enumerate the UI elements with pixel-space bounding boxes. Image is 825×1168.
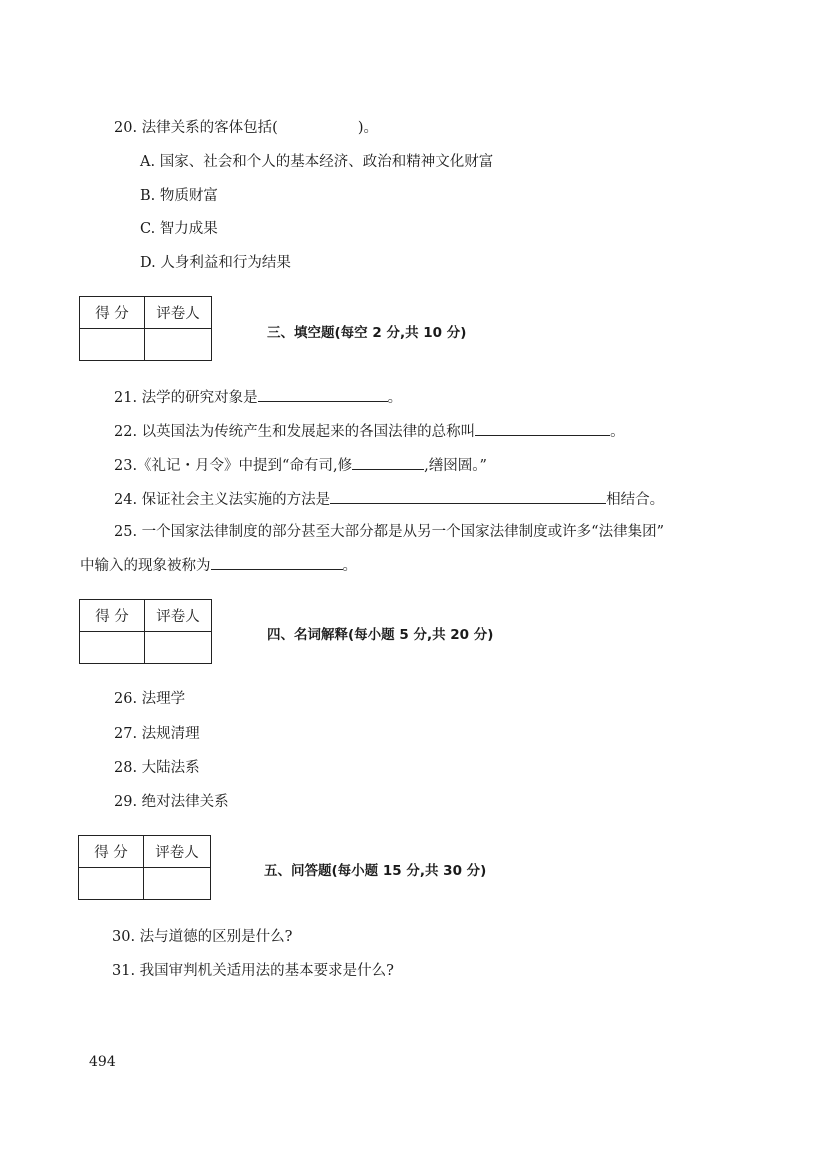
score-box-section4 — [79, 599, 212, 664]
grader-label: 评卷人 — [145, 297, 212, 329]
q21-suffix: 。 — [387, 390, 403, 406]
q20-stem — [114, 118, 378, 138]
page-number: 494 — [89, 1054, 116, 1070]
q25-suffix: 。 — [342, 558, 357, 574]
q25-line1: 25. 一个国家法律制度的部分甚至大部分都是从另一个国家法律制度或许多“法律集团” — [114, 524, 664, 540]
q26: 26. 法理学 — [114, 691, 186, 707]
q28: 28. 大陆法系 — [114, 760, 200, 776]
q29: 29. 绝对法律关系 — [114, 794, 229, 810]
grader-cell — [145, 632, 212, 664]
section4-title: 四、名词解释(每小题 5 分,共 20 分) — [267, 627, 494, 643]
q23-prefix: 23.《礼记・月令》中提到“命有司,修 — [114, 458, 353, 474]
q21 — [114, 387, 402, 408]
grader-cell — [145, 329, 212, 361]
q24-suffix: 相结合。 — [606, 492, 665, 508]
q25-line2 — [80, 555, 357, 576]
score-label: 得 分 — [79, 836, 144, 868]
q22-suffix: 。 — [610, 424, 625, 440]
grader-label: 评卷人 — [144, 836, 211, 868]
q24-prefix: 24. 保证社会主义法实施的方法是 — [114, 492, 331, 508]
q22-prefix: 22. 以英国法为传统产生和发展起来的各国法律的总称叫 — [114, 424, 476, 440]
q31: 31. 我国审判机关适用法的基本要求是什么? — [112, 963, 394, 979]
score-label: 得 分 — [80, 600, 145, 632]
q21-prefix: 21. 法学的研究对象是 — [114, 390, 258, 406]
q20-option-a: A. 国家、社会和个人的基本经济、政治和精神文化财富 — [140, 154, 494, 170]
q20-option-c: C. 智力成果 — [140, 221, 218, 237]
grader-cell — [144, 868, 211, 900]
q20-stem-prefix: 20. 法律关系的客体包括( — [114, 120, 278, 136]
section5-title: 五、问答题(每小题 15 分,共 30 分) — [264, 863, 487, 879]
q25-blank — [211, 555, 343, 570]
q22 — [114, 421, 625, 442]
q20-option-d: D. 人身利益和行为结果 — [140, 255, 291, 271]
score-box-section3 — [79, 296, 212, 361]
q23-suffix: ,缮囹圄。” — [424, 458, 487, 474]
q24-blank — [330, 489, 606, 504]
q25-prefix: 中输入的现象被称为 — [80, 558, 211, 574]
grader-label: 评卷人 — [145, 600, 212, 632]
q20-option-b: B. 物质财富 — [140, 188, 218, 204]
score-label: 得 分 — [80, 297, 145, 329]
score-cell — [80, 329, 145, 361]
q20-stem-suffix: )。 — [357, 120, 378, 136]
q23 — [114, 455, 487, 476]
q24 — [114, 489, 664, 510]
score-cell — [80, 632, 145, 664]
section3-title: 三、填空题(每空 2 分,共 10 分) — [267, 325, 467, 341]
q30: 30. 法与道德的区别是什么? — [112, 929, 293, 945]
q21-blank — [258, 387, 388, 402]
q22-blank — [475, 421, 610, 436]
q23-blank — [352, 455, 424, 470]
score-cell — [79, 868, 144, 900]
q27: 27. 法规清理 — [114, 726, 200, 742]
score-box-section5 — [78, 835, 211, 900]
